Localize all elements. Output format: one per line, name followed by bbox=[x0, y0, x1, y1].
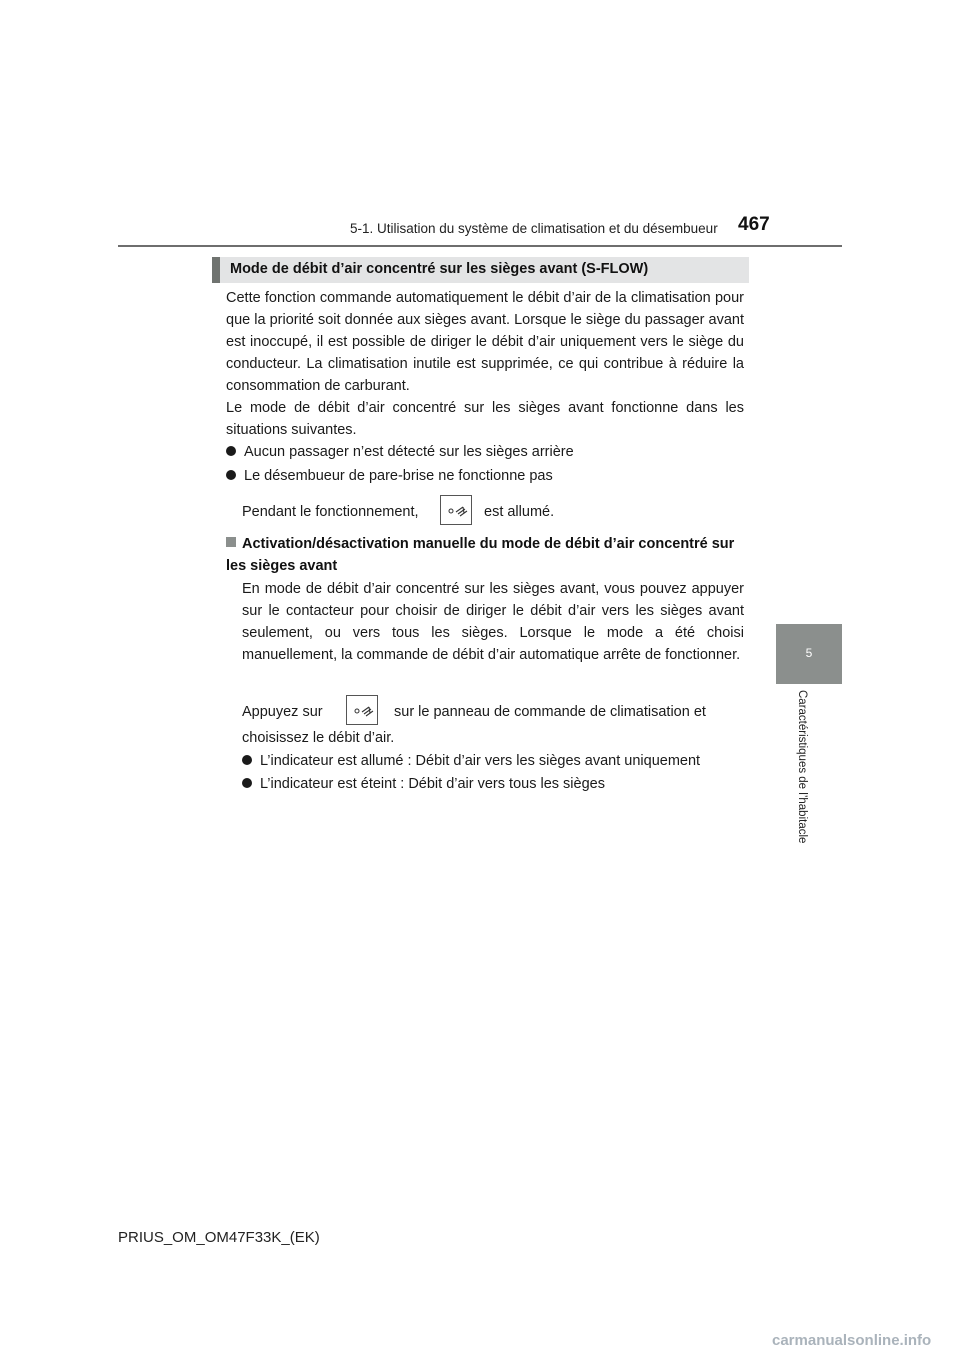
press-text-after: sur le panneau de commande de climatisation et bbox=[394, 704, 706, 720]
intro-paragraph: Cette fonction commande automatiquement le débit d’air de la climatisation pour que la priorité soit donnée aux sièges avant. Lorsque le siège du passager avant est inoccupé, il est possible de diriger le débit d’air uniquement vers le siège du conducteur. La climatisation inutile est supprimée, ce qui contribue à réduire la consommation de carburant. bbox=[226, 290, 744, 394]
indicator-text-after: est allumé. bbox=[484, 504, 555, 520]
bullet-dot-icon bbox=[226, 446, 236, 456]
running-header: 5-1. Utilisation du système de climatisation et du désembueur bbox=[350, 221, 718, 236]
header-divider bbox=[118, 245, 842, 247]
indicator-text-before: Pendant le fonctionnement, bbox=[242, 504, 419, 520]
section-banner bbox=[212, 257, 749, 283]
condition-item: Aucun passager n’est détecté sur les sièges arrière bbox=[226, 441, 574, 463]
document-code: PRIUS_OM_OM47F33K_(EK) bbox=[118, 1229, 320, 1246]
s-flow-seat-airflow-icon bbox=[440, 495, 472, 525]
s-flow-button-icon bbox=[346, 695, 378, 725]
page-number: 467 bbox=[738, 214, 770, 235]
chapter-title: Caractéristiques de l’habitacle bbox=[796, 690, 808, 844]
press-text-line2: choisissez le débit d’air. bbox=[242, 730, 395, 746]
subsection-paragraph: En mode de débit d’air concentré sur les sièges avant, vous pouvez appuyer sur le contacteur pour choisir de diriger le débit d’air vers les sièges avant seulement, ou vers tous les sièges. Lorsque le mode a été choisi manuellement, la commande de débit d’air automatique arrête de fonctionner. bbox=[242, 581, 744, 663]
bullet-dot-icon bbox=[226, 470, 236, 480]
chapter-tab bbox=[776, 624, 842, 684]
square-bullet-icon bbox=[226, 537, 236, 547]
section-title: Mode de débit d’air concentré sur les sièges avant (S-FLOW) bbox=[230, 261, 649, 277]
subsection-heading: Activation/désactivation manuelle du mode de débit d’air concentré sur les sièges avant bbox=[226, 536, 735, 574]
option-item: L’indicateur est éteint : Débit d’air vers tous les sièges bbox=[242, 773, 605, 795]
bullet-dot-icon bbox=[242, 755, 252, 765]
condition-item: Le désembueur de pare-brise ne fonctionne pas bbox=[226, 465, 553, 487]
chapter-number: 5 bbox=[805, 646, 813, 660]
bullet-dot-icon bbox=[242, 778, 252, 788]
option-item: L’indicateur est allumé : Débit d’air vers les sièges avant uniquement bbox=[242, 750, 700, 772]
press-text-before: Appuyez sur bbox=[242, 704, 323, 720]
watermark: carmanualsonline.info bbox=[772, 1332, 932, 1349]
conditions-intro: Le mode de débit d’air concentré sur les sièges avant fonctionne dans les situations suivantes. bbox=[226, 400, 744, 438]
